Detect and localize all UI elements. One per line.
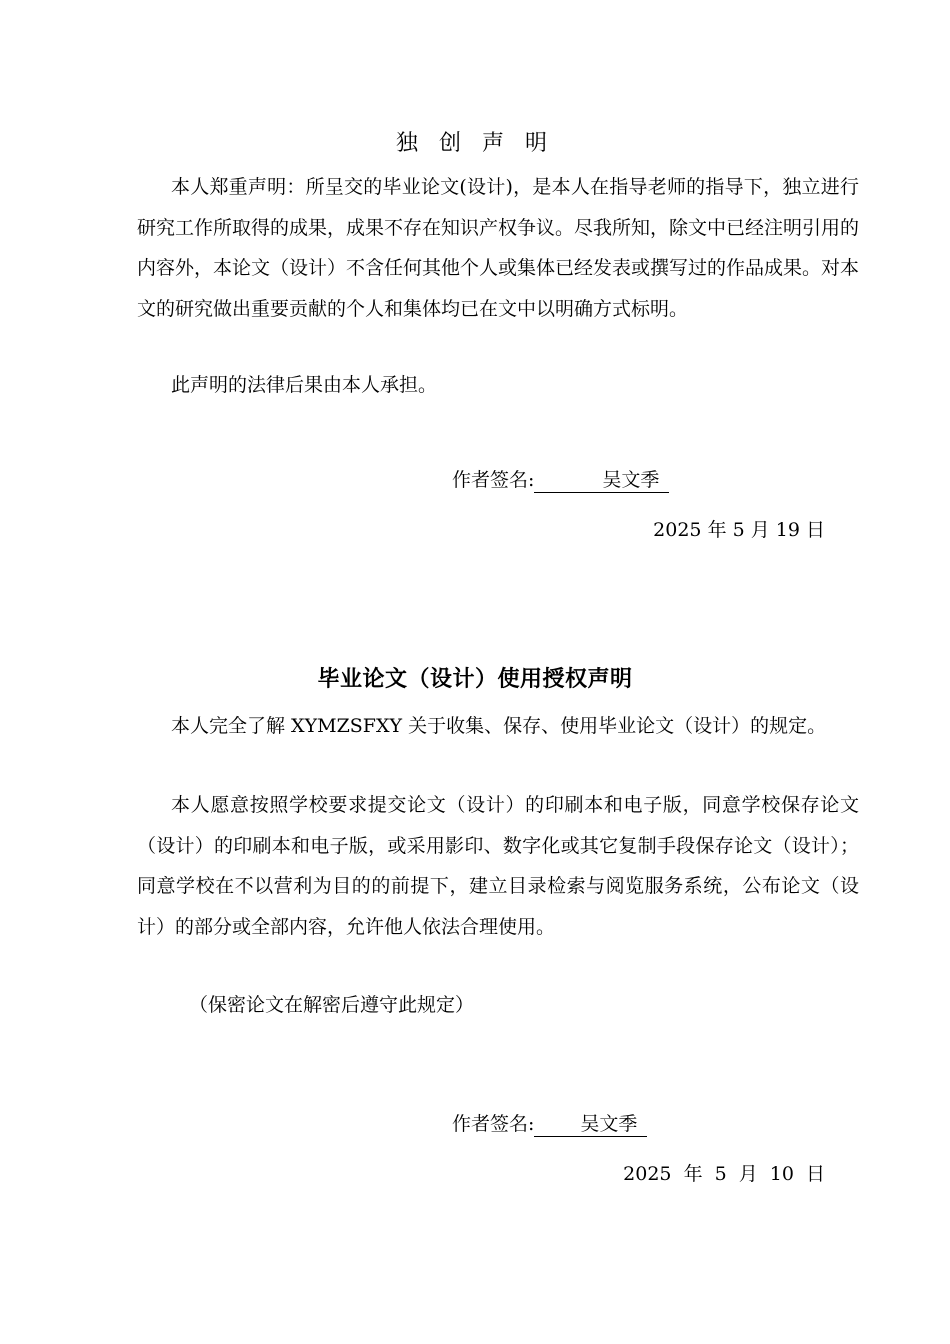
declaration-paragraph: 本人郑重声明：所呈交的毕业论文(设计)，是本人在指导老师的指导下，独立进行研究工作所取得的成果，成果不存在知识产权争议。尽我所知，除文中已经注明引用的内容外，本论文（设计）不含任何其他个人或集体已经发表或撰写过的作品成果。对本文的研究做出重要贡献的个人和集体均已在文中以明确方式标明。 [137,176,860,320]
authorization-declaration-title: 毕业论文（设计）使用授权声明 [317,667,633,692]
authorization-confidential-note: （保密论文在解密后遵守此规定） [189,994,475,1016]
signature-name: 吴文季 [534,468,669,493]
authorization-signature [452,1108,647,1140]
signature-label: 作者签名: [452,1113,535,1135]
authorization-paragraph-understanding: 本人完全了解 XYMZSFXY 关于收集、保存、使用毕业论文（设计）的规定。 [171,715,827,737]
authorization-paragraph-consent: 本人愿意按照学校要求提交论文（设计）的印刷本和电子版，同意学校保存论文（设计）的印刷本和电子版，或采用影印、数字化或其它复制手段保存论文（设计）；同意学校在不以营利为目的的前提下，建立目录检索与阅览服务系统，公布论文（设计）的部分或全部内容，允许他人依法合理使用。 [137,794,859,938]
signature-name: 吴文季 [534,1112,647,1137]
declaration-date: 2025 年 5 月 19 日 [653,519,825,541]
declaration-signature [452,464,669,496]
originality-declaration-title: 独 创 声 明 [396,131,554,156]
signature-label: 作者签名: [452,469,535,491]
authorization-date: 2025 年 5 月 10 日 [623,1163,825,1185]
declaration-liability-paragraph: 此声明的法律后果由本人承担。 [171,374,438,396]
